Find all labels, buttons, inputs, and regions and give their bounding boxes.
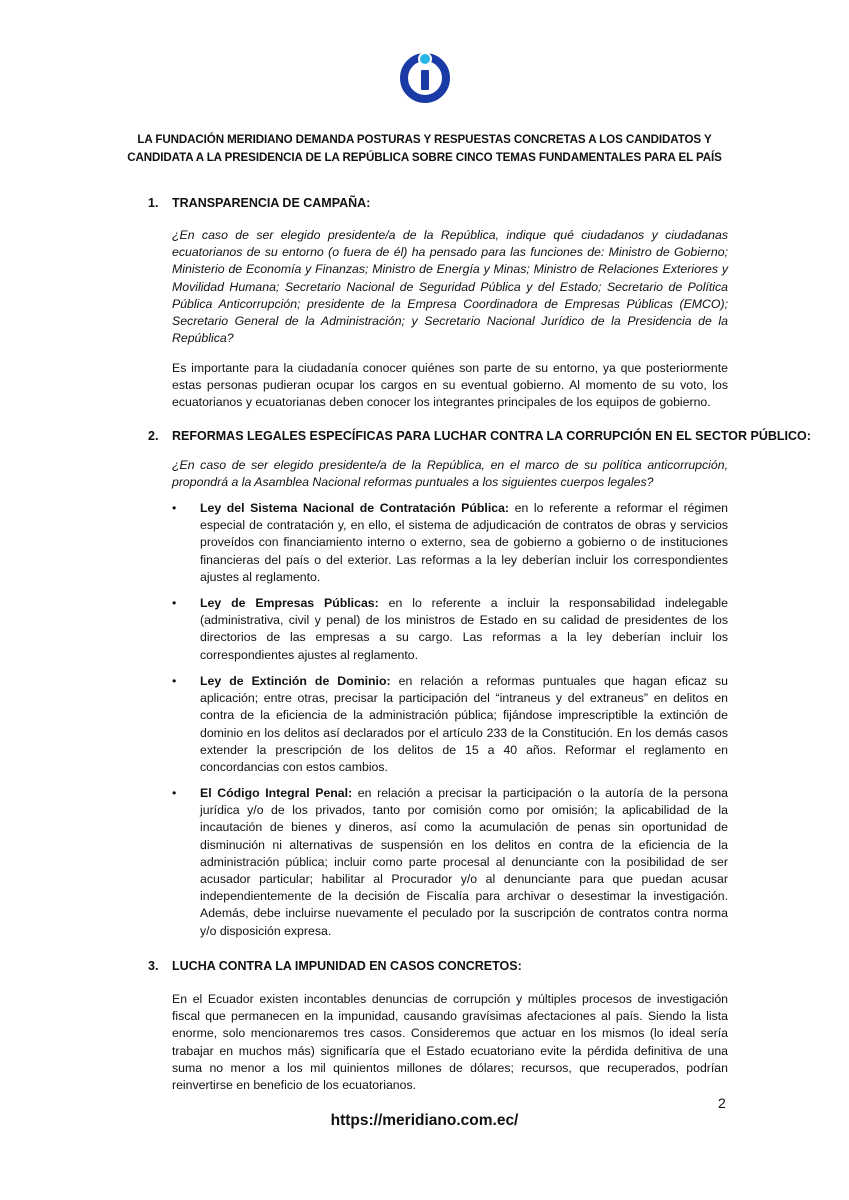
list-item: [172, 785, 728, 940]
section-3-body: En el Ecuador existen incontables denuncias de corrupción y múltiples procesos de investigación fiscal que permanecen en la impunidad, causando gravísimas afectaciones al país. Siendo la lista enorme, solo mencionaremos tres casos. Consideremos que actuar en los mismos (lo ideal sería trabajar en muchos más) significaría que el Estado ecuatoriano evite la pérdida definitiva de una suma no menor a los mil quinientos millones de dólares; recursos, que recuperados, podrían reinvertirse en beneficio de los ecuatorianos.: [172, 992, 728, 1093]
law-name: Ley de Empresas Públicas:: [200, 596, 379, 610]
law-name: Ley de Extinción de Dominio:: [200, 674, 391, 688]
bullet-icon: •: [172, 501, 177, 515]
bullet-icon: •: [172, 674, 177, 688]
meridiano-logo-icon: [397, 48, 453, 104]
section-title: TRANSPARENCIA DE CAMPAÑA:: [172, 196, 371, 210]
section-3-heading: [148, 958, 522, 974]
list-item: [172, 595, 728, 664]
law-description: en relación a reformas puntuales que hagan eficaz su aplicación; entre otras, precisar la participación del “intraneus y del extraneus” en delitos en contra de la eficiencia de la administración pública; fijándose imprescriptible la extinción de dominio en los delitos así declarados por el artículo 233 de la Constitución. En los demás casos extender la prescripción de los delitos de 15 a 40 años. Reformar el reglamento en concordancias con estos cambios.: [200, 674, 728, 775]
section-1-question: ¿En caso de ser elegido presidente/a de la República, indique qué ciudadanos y ciudadanas ecuatorianos de su entorno (o fuera de él) ha pensado para las funciones de: Ministro de Gobierno; Ministerio de Economía y Finanzas; Ministro de Energía y Minas; Ministro de Relaciones Exteriores y Movilidad Humana; Secretario Nacional de Seguridad Pública y del Estado; Secretario de Política Pública Anticorrupción; presidente de la Empresa Coordinadora de Empresas Públicas (EMCO); Secretario General de la Administración; y Secretario Nacional Jurídico de la Presidencia de la República?: [172, 228, 728, 346]
law-name: Ley del Sistema Nacional de Contratación Pública:: [200, 501, 510, 515]
title-line-2: CANDIDATA A LA PRESIDENCIA DE LA REPÚBLICA SOBRE CINCO TEMAS FUNDAMENTALES PARA EL PAÍS: [127, 151, 722, 164]
section-number: 3.: [148, 959, 159, 973]
list-item: [172, 673, 728, 776]
section-1-body: Es importante para la ciudadanía conocer quiénes son parte de su entorno, ya que posteriormente estas personas pudieran ocupar los cargos en su eventual gobierno. Al momento de su voto, los ecuatorianos y ecuatorianas deben conocer los integrantes principales de los equipos de gobierno.: [172, 361, 728, 410]
title-line-1: LA FUNDACIÓN MERIDIANO DEMANDA POSTURAS Y RESPUESTAS CONCRETAS A LOS CANDIDATOS Y: [137, 133, 712, 146]
section-title: LUCHA CONTRA LA IMPUNIDAD EN CASOS CONCRETOS:: [172, 959, 522, 973]
section-2-heading: [148, 428, 811, 444]
section-2-question: ¿En caso de ser elegido presidente/a de la República, en el marco de su política anticorrupción, propondrá a la Asamblea Nacional reformas puntuales a los siguientes cuerpos legales?: [172, 458, 728, 490]
page-number: 2: [718, 1095, 726, 1111]
law-description: en relación a precisar la participación o la autoría de la persona jurídica y/o de los privados, tanto por comisión como por omisión; la aplicabilidad de la incautación de bienes y dineros, así como la acumulación de penas sin oportunidad de disminución ni alternativas de suspensión en los delitos en contra de la eficiencia de la administración pública; incluir como parte procesal al denunciante con la posibilidad de ser acusador particular; habilitar al Procurador y/o al denunciante para que puedan acusar independientemente de la decisión de Fiscalía para archivar o desestimar la investigación. Además, debe incluirse nuevamente el peculado por la suscripción de contratos contra norma y/o disposición expresa.: [200, 786, 728, 938]
list-item: [172, 500, 728, 586]
law-description: en lo referente a incluir la responsabilidad indelegable (administrativa, civil y penal) de los ministros de Estado en su calidad de presidentes de los directorios de las empresas a su cargo. Las reformas a la ley deberían incluir los correspondientes ajustes al reglamento.: [200, 596, 728, 662]
section-number: 1.: [148, 196, 159, 210]
section-number: 2.: [148, 429, 159, 443]
bullet-icon: •: [172, 786, 177, 800]
section-title: REFORMAS LEGALES ESPECÍFICAS PARA LUCHAR CONTRA LA CORRUPCIÓN EN EL SECTOR PÚBLICO:: [172, 429, 811, 443]
document-title: [110, 131, 739, 167]
bullet-icon: •: [172, 596, 177, 610]
section-1-heading: [148, 195, 370, 211]
law-description: en lo referente a reformar el régimen especial de contratación y, en ello, el sistema de adjudicación de contratos de obras y servicios proveídos con financiamiento interno o externo, sea de gobierno a gobierno o de instituciones financieras del país o del exterior. Las reformas a la ley deberían incluir los correspondientes ajustes al reglamento.: [200, 501, 728, 584]
footer-url-link[interactable]: https://meridiano.com.ec/: [330, 1112, 519, 1129]
law-name: El Código Integral Penal:: [200, 786, 353, 800]
